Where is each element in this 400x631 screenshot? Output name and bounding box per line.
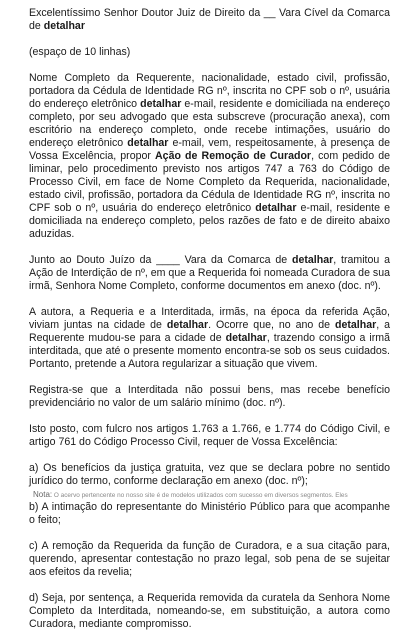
- placeholder-bold: detalhar: [166, 319, 209, 331]
- paragraph-background: [29, 254, 390, 293]
- paragraph-legal-basis: Isto posto, com fulcro nos artigos 1.763 a 1.766, e 1.774 do Código Civil, e artigo 761 do Código Processo Civil, requer de Vossa Excelência:: [29, 423, 390, 448]
- footer-note-text: O acervo pertencente no nosso site é de modelos utilizados com sucesso em diversos segmentos. Eles: [52, 492, 348, 499]
- paragraph-text: e-mail, vem, respeitosamente, à presença de Vossa Excelência, propor: [29, 137, 391, 162]
- header-placeholder: detalhar: [43, 20, 85, 32]
- footer-note-label: Nota:: [33, 491, 53, 499]
- request-item-b: b) A intimação do representante do Ministério Público para que acompanhe o feito;: [29, 501, 390, 526]
- paragraph-text: A autora, a Requeria e a Interditada, irmãs, na época da referida Ação, viviam juntas na cidade de: [29, 306, 390, 331]
- paragraph-qualification: [29, 72, 390, 241]
- paragraph-text: e-mail, residente e domiciliada na endereço completo, por seu advogado que esta subscreve (procuração anexa), com escritório na endereço completo, onde recebe intimações, usuário do endereço eletrônico: [29, 98, 390, 149]
- paragraph-text: e-mail, residente e domiciliada na endereço completo, pelos razões de fato e de direito abaixo aduzidas.: [29, 202, 390, 240]
- action-title: Ação de Remoção de Curador: [155, 150, 312, 162]
- request-item-a: a) Os benefícios da justiça gratuita, vez que se declara pobre no sentido jurídico do termo, conforme declaração em anexo (doc. nº);: [29, 462, 390, 487]
- footer-note: [33, 491, 394, 500]
- spacing-note: (espaço de 10 linhas): [29, 46, 131, 58]
- header-text: Excelentíssimo Senhor Doutor Juiz de Direito da __ Vara Cível da Comarca de: [29, 7, 390, 32]
- placeholder-bold: detalhar: [255, 202, 297, 214]
- court-address-header: [29, 7, 390, 33]
- paragraph-text: Junto ao Douto Juízo da ____ Vara da Comarca de: [29, 254, 293, 266]
- placeholder-bold: detalhar: [140, 98, 182, 110]
- paragraph-text: , tramitou a Ação de Interdição de nº, em que a Requerida foi nomeada Curadora de sua irmã, Senhora Nome Completo, conforme documentos em anexo (doc. nº).: [29, 254, 390, 292]
- paragraph-text: . Ocorre que, no ano de: [208, 319, 335, 331]
- request-item-d: d) Seja, por sentença, a Requerida removida da curatela da Senhora Nome Completo da Interditada, nomeando-se, em substituição, a autora como Curadora, mediante compromisso.: [29, 592, 390, 630]
- paragraph-facts: [29, 306, 390, 371]
- paragraph-text: Nome Completo da Requerente, nacionalidade, estado civil, profissão, portadora da Cédula de Identidade RG nº, inscrita no CPF sob o nº, usuária do endereço eletrônico: [29, 72, 390, 110]
- request-item-c: c) A remoção da Requerida da função de Curadora, e a sua citação para, querendo, apresentar contestação no prazo legal, sob pena de se sujeitar aos efeitos da revelia;: [29, 540, 390, 578]
- placeholder-bold: detalhar: [335, 319, 377, 331]
- paragraph-benefit: Registra-se que a Interditada não possui bens, mas recebe benefício previdenciário no valor de um salário mínimo (doc. nº).: [29, 384, 390, 409]
- placeholder-bold: detalhar: [127, 137, 169, 149]
- paragraph-text: , com pedido de liminar, pelo procedimento previsto nos artigos 747 a 763 do Código de Processo Civil, em face de Nome Completo da Requerida, nacionalidade, estado civil, profissão, portadora da Cédula de Identidade RG nº, inscrita no CPF sob o nº, usuária do endereço eletrônico: [29, 150, 390, 214]
- paragraph-text: , a Requerente mudou-se para a cidade de: [29, 319, 391, 344]
- placeholder-bold: detalhar: [292, 254, 334, 266]
- placeholder-bold: detalhar: [225, 332, 267, 344]
- paragraph-text: , trazendo consigo a irmã interditada, que até o presente momento encontra-se sob os seus cuidados. Portanto, pretende a Autora regularizar a situação que vivem.: [29, 332, 390, 370]
